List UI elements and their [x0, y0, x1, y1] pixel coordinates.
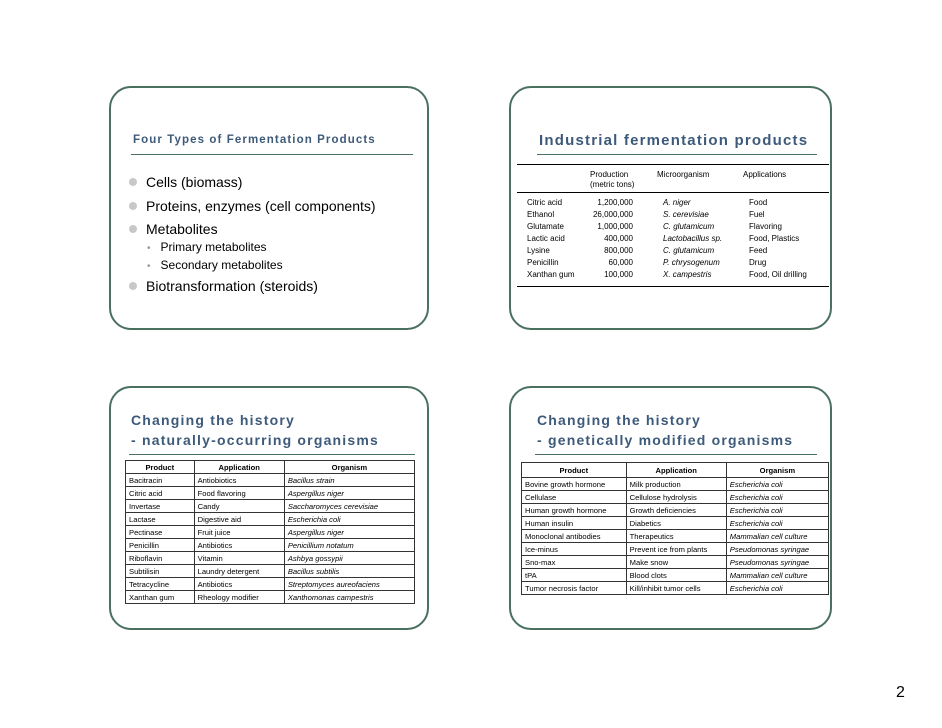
cell-organism: Pseudomonas syringae — [726, 556, 828, 569]
cell-product: Penicillin — [527, 258, 559, 267]
cell-amount: 60,000 — [608, 258, 633, 267]
cell-product: Monoclonal antibodies — [522, 530, 627, 543]
table-row — [522, 582, 829, 595]
cell-product: Sno-max — [522, 556, 627, 569]
slide-title-line1: Changing the history — [131, 412, 295, 428]
cell-product: Ice-minus — [522, 543, 627, 556]
cell-application: Kill/inhibit tumor cells — [626, 582, 726, 595]
cell-organism: C. glutamicum — [663, 246, 715, 255]
cell-application: Cellulose hydrolysis — [626, 491, 726, 504]
col-header-organism: Organism — [284, 461, 414, 474]
slide-gm-organisms — [509, 386, 832, 630]
cell-product: Glutamate — [527, 222, 564, 231]
table-row — [126, 526, 415, 539]
col-header-application: Application — [194, 461, 284, 474]
cell-application: Food flavoring — [194, 487, 284, 500]
bullet-icon — [129, 282, 137, 290]
cell-product: Tetracycline — [126, 578, 195, 591]
cell-product: Xanthan gum — [527, 270, 575, 279]
cell-application: Rheology modifier — [194, 591, 284, 604]
cell-application: Blood clots — [626, 569, 726, 582]
cell-amount: 1,000,000 — [597, 222, 633, 231]
col-header-product: Product — [522, 463, 627, 478]
cell-use: Food, Plastics — [749, 234, 800, 243]
bullet-text: Biotransformation (steroids) — [146, 278, 318, 294]
cell-organism: S. cerevisiae — [663, 210, 709, 219]
cell-product: Invertase — [126, 500, 195, 513]
col-header-microorganism: Microorganism — [657, 170, 710, 179]
table-row — [126, 487, 415, 500]
title-rule — [131, 154, 413, 155]
table-top-rule — [517, 164, 829, 165]
col-header-production-unit: (metric tons) — [590, 180, 635, 189]
bullet-item — [129, 221, 218, 237]
table-row — [126, 578, 415, 591]
cell-use: Food, Oil drilling — [749, 270, 807, 279]
table-row — [522, 569, 829, 582]
cell-product: Xanthan gum — [126, 591, 195, 604]
col-header-application: Application — [626, 463, 726, 478]
cell-product: Lysine — [527, 246, 550, 255]
cell-organism: Bacillus strain — [284, 474, 414, 487]
cell-product: Riboflavin — [126, 552, 195, 565]
cell-organism: Mammalian cell culture — [726, 530, 828, 543]
table-row — [126, 552, 415, 565]
cell-product: tPA — [522, 569, 627, 582]
cell-product: Cellulase — [522, 491, 627, 504]
table-row — [522, 530, 829, 543]
cell-application: Candy — [194, 500, 284, 513]
page-number: 2 — [896, 684, 905, 701]
cell-product: Human insulin — [522, 517, 627, 530]
cell-amount: 1,200,000 — [597, 198, 633, 207]
cell-application: Milk production — [626, 478, 726, 491]
slide-title-line2: - naturally-occurring organisms — [131, 432, 380, 448]
cell-application: Digestive aid — [194, 513, 284, 526]
cell-organism: Escherichia coli — [726, 582, 828, 595]
cell-application: Growth deficiencies — [626, 504, 726, 517]
cell-organism: Xanthomonas campestris — [284, 591, 414, 604]
table-row — [522, 504, 829, 517]
cell-amount: 100,000 — [604, 270, 633, 279]
title-rule — [535, 454, 817, 455]
cell-application: Fruit juice — [194, 526, 284, 539]
title-rule — [129, 454, 415, 455]
products-table — [125, 460, 415, 604]
cell-organism: X. campestris — [663, 270, 712, 279]
cell-product: Citric acid — [527, 198, 563, 207]
bullet-item — [129, 278, 318, 294]
cell-amount: 400,000 — [604, 234, 633, 243]
cell-amount: 26,000,000 — [592, 210, 633, 219]
cell-application: Antibiotics — [194, 578, 284, 591]
cell-application: Laundry detergent — [194, 565, 284, 578]
cell-product: Pectinase — [126, 526, 195, 539]
cell-use: Feed — [749, 246, 768, 255]
bullet-icon — [129, 178, 137, 186]
cell-product: Lactase — [126, 513, 195, 526]
cell-organism: Streptomyces aureofaciens — [284, 578, 414, 591]
cell-organism: Bacillus subtilis — [284, 565, 414, 578]
slide-natural-organisms — [109, 386, 429, 630]
col-header-applications: Applications — [743, 170, 787, 179]
cell-organism: Aspergillus niger — [284, 487, 414, 500]
cell-organism: Penicillium notatum — [284, 539, 414, 552]
cell-product: Bovine growth hormone — [522, 478, 627, 491]
title-rule — [537, 154, 817, 155]
col-header-product: Product — [126, 461, 195, 474]
cell-use: Food — [749, 198, 768, 207]
cell-product: Bacitracin — [126, 474, 195, 487]
bullet-item — [129, 174, 242, 190]
sub-bullet-icon: • — [147, 243, 151, 254]
cell-organism: P. chrysogenum — [663, 258, 720, 267]
cell-product: Lactic acid — [527, 234, 565, 243]
slide-title: Industrial fermentation products — [539, 132, 809, 149]
cell-product: Subtilisin — [126, 565, 195, 578]
table-row — [126, 565, 415, 578]
col-header-production: Production — [590, 170, 629, 179]
cell-product: Citric acid — [126, 487, 195, 500]
table-row — [126, 513, 415, 526]
slide-four-types — [109, 86, 429, 330]
cell-organism: A. niger — [663, 198, 691, 207]
cell-organism: Escherichia coli — [726, 478, 828, 491]
table-row — [126, 539, 415, 552]
header-rule — [517, 192, 829, 193]
cell-organism: Escherichia coli — [726, 517, 828, 530]
cell-organism: Lactobacillus sp. — [663, 234, 723, 243]
cell-product: Tumor necrosis factor — [522, 582, 627, 595]
cell-organism: Aspergillus niger — [284, 526, 414, 539]
cell-organism: C. glutamicum — [663, 222, 715, 231]
table-row — [126, 474, 415, 487]
cell-organism: Mammalian cell culture — [726, 569, 828, 582]
cell-application: Diabetics — [626, 517, 726, 530]
cell-use: Flavoring — [749, 222, 782, 231]
bullet-text: Cells (biomass) — [146, 174, 243, 190]
slide-title-line1: Changing the history — [537, 412, 701, 428]
slide-title: Four Types of Fermentation Products — [133, 134, 376, 146]
table-row — [126, 500, 415, 513]
bullet-icon — [129, 202, 137, 210]
col-header-organism: Organism — [726, 463, 828, 478]
slide-industrial-products — [509, 86, 832, 330]
cell-application: Therapeutics — [626, 530, 726, 543]
cell-product: Human growth hormone — [522, 504, 627, 517]
cell-use: Drug — [749, 258, 767, 267]
sub-bullet-icon: • — [147, 261, 151, 272]
cell-application: Antibiotics — [194, 539, 284, 552]
cell-application: Antiobiotics — [194, 474, 284, 487]
sub-bullet-text: Secondary metabolites — [160, 258, 283, 272]
bullet-item — [129, 198, 376, 214]
bullet-icon — [129, 225, 137, 233]
cell-organism: Saccharomyces cerevisiae — [284, 500, 414, 513]
cell-product: Ethanol — [527, 210, 555, 219]
sub-bullet-item — [147, 258, 283, 272]
bullet-text: Proteins, enzymes (cell components) — [146, 198, 376, 214]
table-row — [522, 491, 829, 504]
table-row — [522, 478, 829, 491]
table-row — [522, 517, 829, 530]
cell-organism: Escherichia coli — [284, 513, 414, 526]
table-bottom-rule — [517, 286, 829, 287]
cell-product: Penicillin — [126, 539, 195, 552]
bullet-text: Metabolites — [146, 221, 218, 237]
cell-amount: 800,000 — [604, 246, 633, 255]
slide-title-line2: - genetically modified organisms — [537, 432, 794, 448]
cell-application: Prevent ice from plants — [626, 543, 726, 556]
sub-bullet-text: Primary metabolites — [160, 240, 267, 254]
table-row — [522, 556, 829, 569]
cell-application: Vitamin — [194, 552, 284, 565]
cell-organism: Pseudomonas syringae — [726, 543, 828, 556]
table-row — [126, 591, 415, 604]
cell-organism: Ashbya gossypii — [284, 552, 414, 565]
sub-bullet-item — [147, 240, 267, 254]
cell-organism: Escherichia coli — [726, 491, 828, 504]
cell-organism: Escherichia coli — [726, 504, 828, 517]
table-row — [522, 543, 829, 556]
cell-use: Fuel — [749, 210, 765, 219]
products-table — [521, 462, 829, 595]
cell-application: Make snow — [626, 556, 726, 569]
